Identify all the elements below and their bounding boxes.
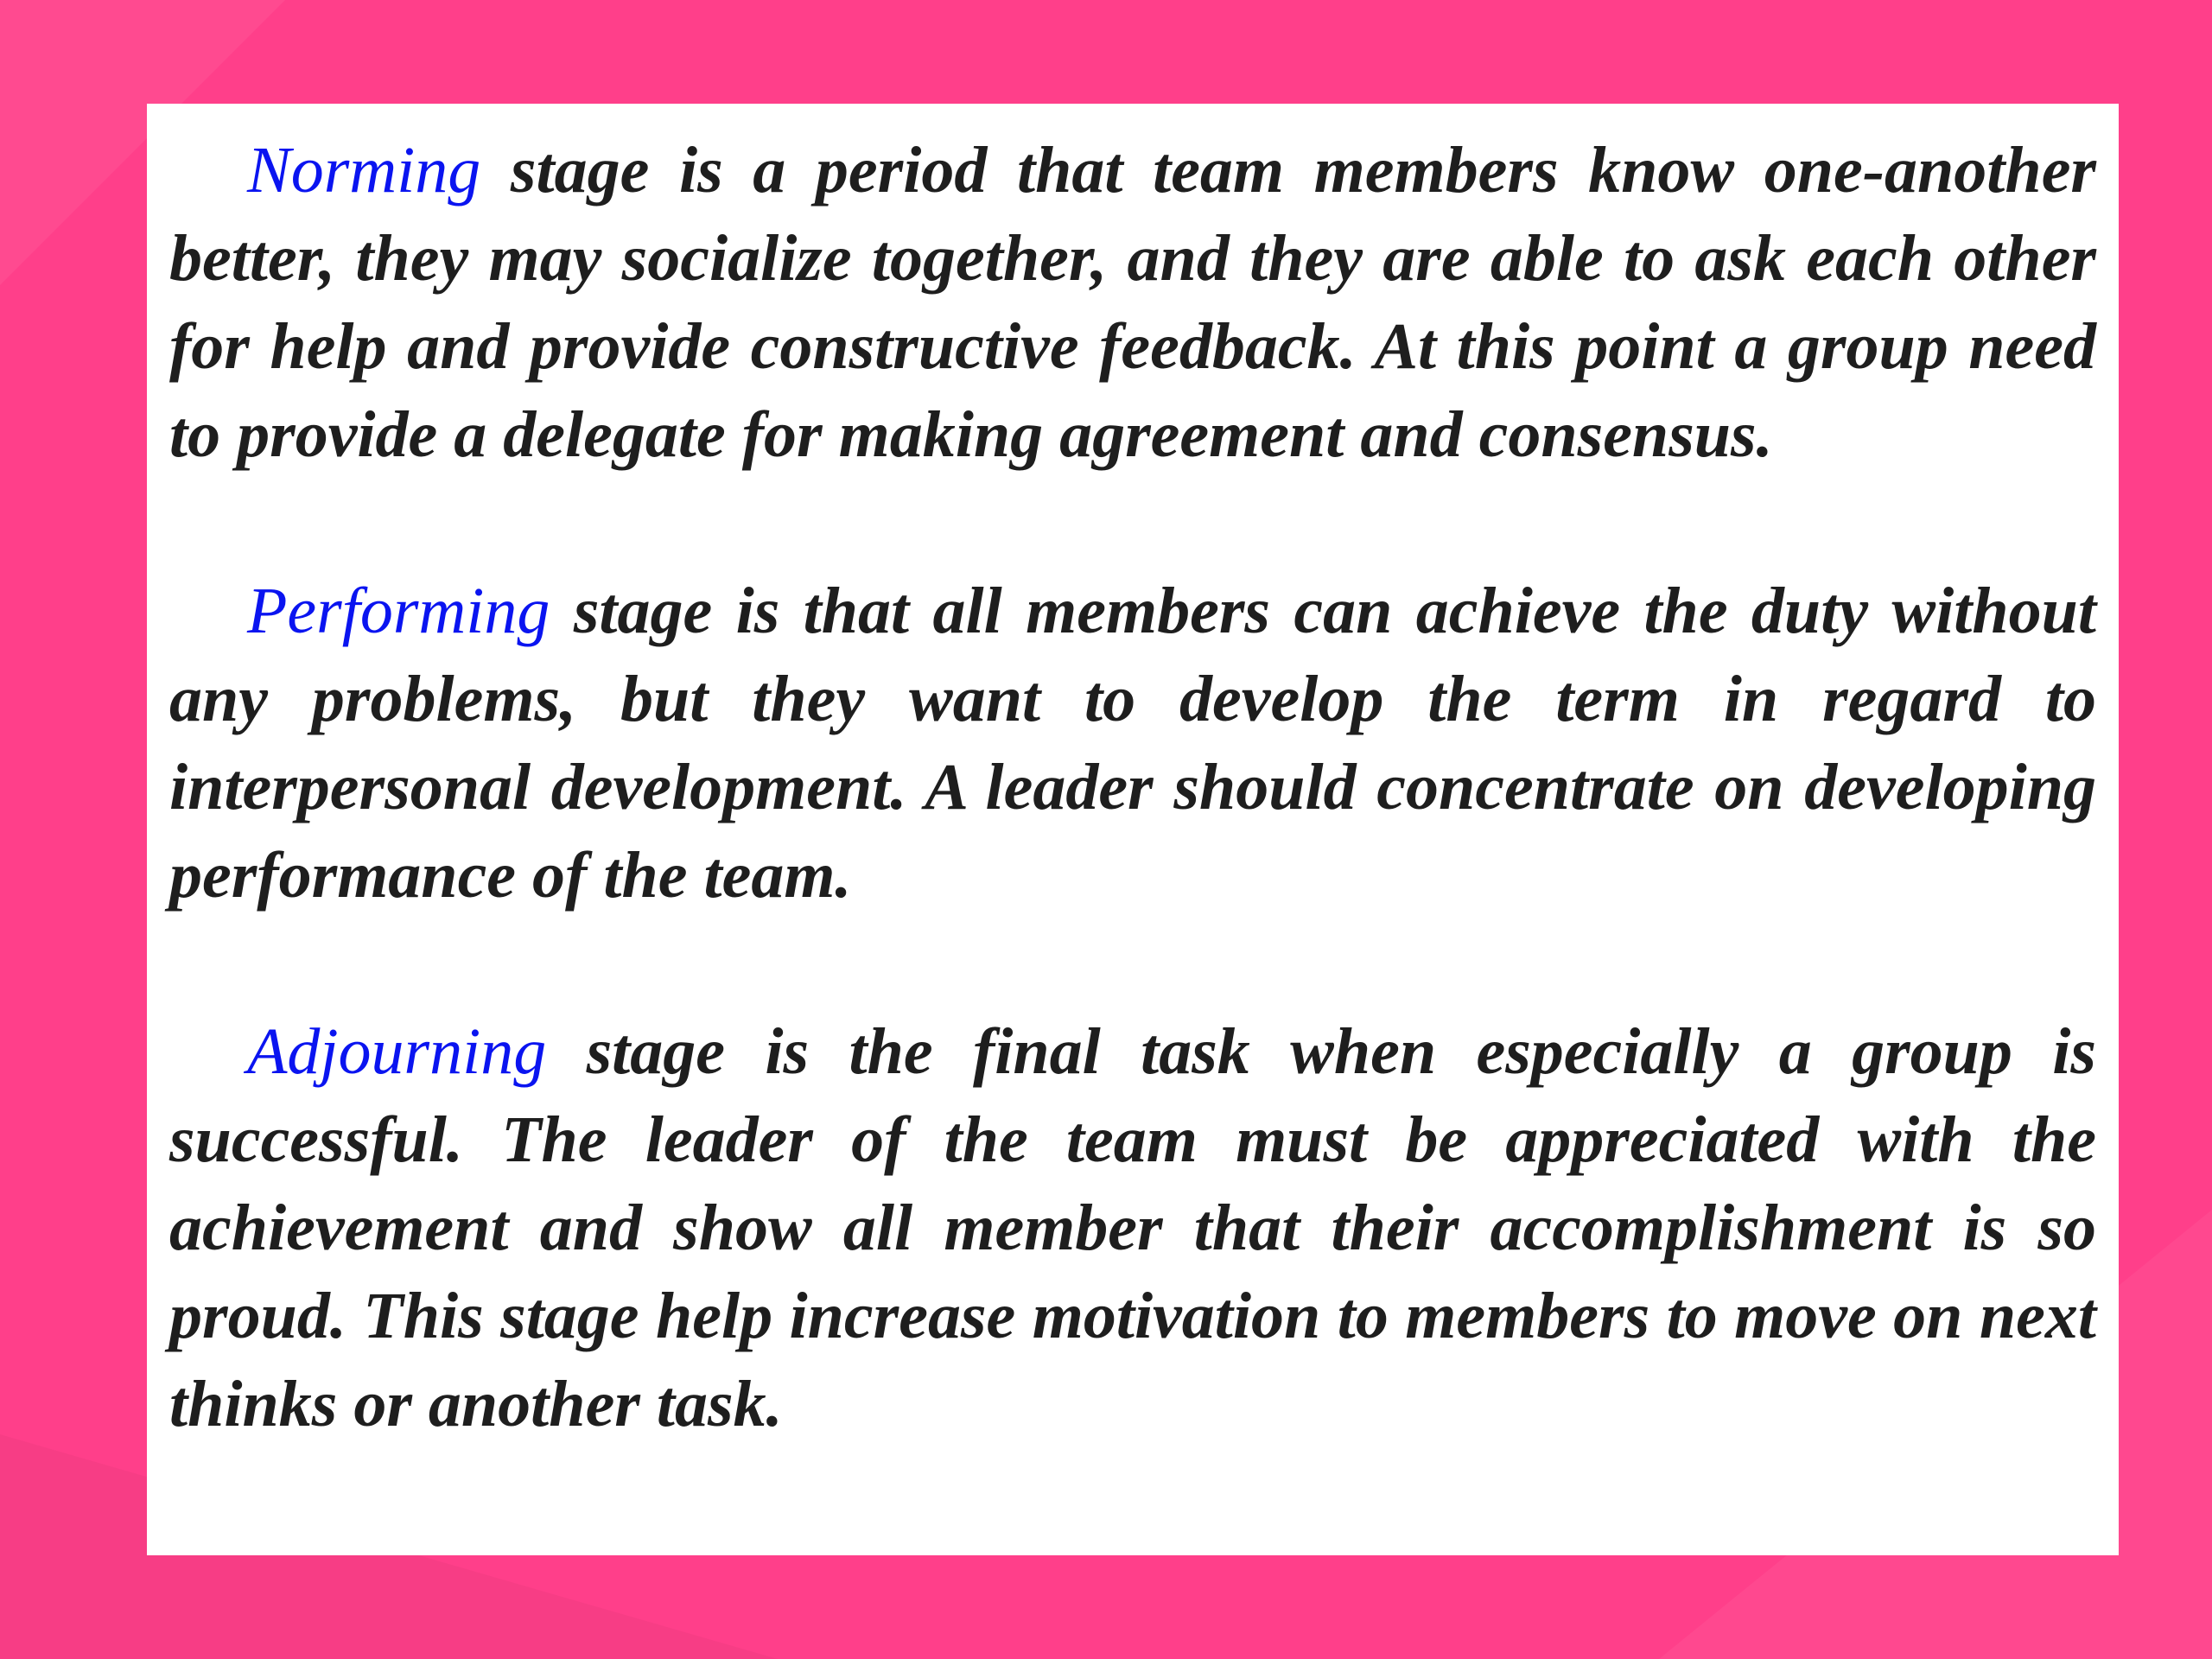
performing-term: Performing bbox=[247, 575, 550, 647]
performing-description: stage is that all members can achieve the duty without any problems, but they want to develop the term in regard to interpersonal development. A leader should concentrate on developing performance of the team. bbox=[169, 575, 2096, 912]
norming-term: Norming bbox=[247, 134, 481, 207]
norming-description: stage is a period that team members know one-another better, they may socialize together, and they are able to ask each other for help and provide constructive feedback. At this point a group need to provide a delegate for making agreement and consensus. bbox=[169, 134, 2096, 471]
adjourning-term: Adjourning bbox=[247, 1015, 547, 1088]
performing-paragraph bbox=[169, 567, 2096, 919]
adjourning-paragraph bbox=[169, 1007, 2096, 1448]
slide-content-panel bbox=[147, 104, 2119, 1555]
norming-paragraph bbox=[169, 126, 2096, 479]
adjourning-description: stage is the final task when especially a group is successful. The leader of the team must be appreciated with the achievement and show all member that their accomplishment is so proud. This stage help increase motivation to members to move on next thinks or another task. bbox=[169, 1015, 2096, 1440]
